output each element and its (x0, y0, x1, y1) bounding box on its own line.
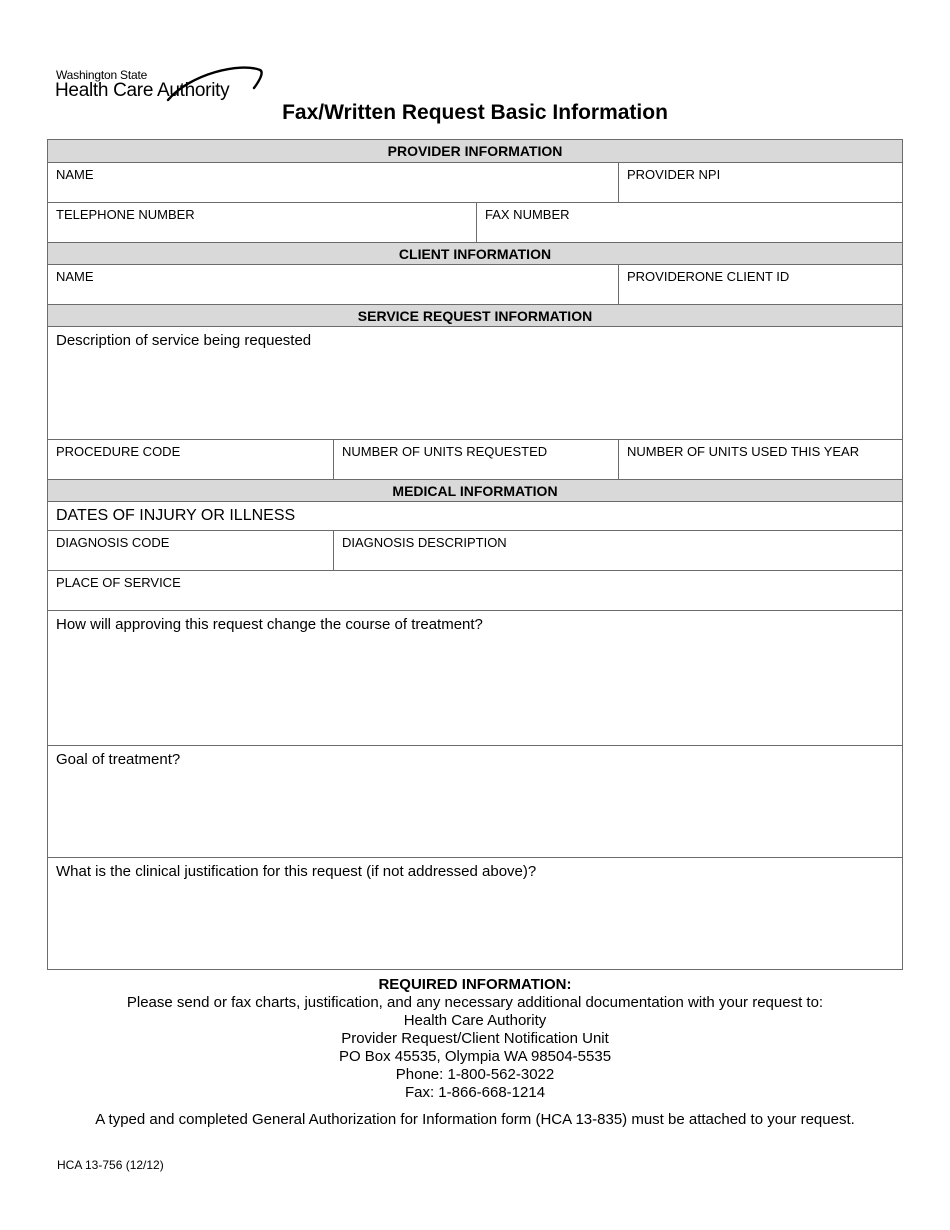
units-requested-field[interactable] (333, 440, 618, 479)
procedure-code-field[interactable] (48, 440, 333, 479)
unit-name: Provider Request/Client Notification Unit (341, 1030, 609, 1047)
units-used-label: NUMBER OF UNITS USED THIS YEAR (627, 444, 860, 459)
course-of-treatment-label: How will approving this request change the course of treatment? (56, 616, 483, 633)
diagnosis-description-field[interactable] (333, 531, 902, 570)
client-section-header: CLIENT INFORMATION (48, 242, 902, 264)
client-id-field[interactable] (618, 265, 902, 304)
phone-number: Phone: 1-800-562-3022 (395, 1066, 555, 1083)
client-name-label: NAME (56, 269, 94, 284)
client-id-label: PROVIDERONE CLIENT ID (627, 269, 790, 284)
client-row (48, 264, 902, 304)
provider-contact-row (48, 202, 902, 242)
injury-dates-label: DATES OF INJURY OR ILLNESS (56, 507, 296, 524)
procedure-row (48, 439, 902, 479)
diagnosis-description-label: DIAGNOSIS DESCRIPTION (342, 535, 507, 550)
logo-swoosh-icon (160, 66, 270, 102)
provider-npi-label: PROVIDER NPI (627, 167, 721, 182)
clinical-justification-field[interactable] (48, 858, 902, 969)
page-title: Fax/Written Request Basic Information (282, 101, 668, 124)
provider-name-label: NAME (56, 167, 94, 182)
logo-agency-text: Health Care Authority (55, 80, 230, 101)
telephone-number-field[interactable] (48, 203, 476, 242)
fax-number-label: FAX NUMBER (485, 207, 570, 222)
telephone-number-label: TELEPHONE NUMBER (56, 207, 195, 222)
course-of-treatment-field[interactable] (48, 611, 902, 745)
place-of-service-label: PLACE OF SERVICE (56, 575, 181, 590)
fax-number-field[interactable] (476, 203, 902, 242)
hca-logo (55, 66, 270, 106)
service-description-label: Description of service being requested (56, 332, 312, 349)
place-of-service-row (48, 570, 902, 610)
attachment-note: A typed and completed General Authorization for Information form (HCA 13-835) must be attached to your request. (95, 1111, 855, 1128)
provider-name-row (48, 162, 902, 202)
goal-of-treatment-field[interactable] (48, 746, 902, 857)
diagnosis-row (48, 530, 902, 570)
provider-npi-field[interactable] (618, 163, 902, 202)
units-used-field[interactable] (618, 440, 902, 479)
required-information-block (0, 976, 950, 1102)
client-name-field[interactable] (48, 265, 618, 304)
clinical-justification-row (48, 857, 902, 969)
place-of-service-field[interactable] (48, 571, 902, 610)
service-description-field[interactable] (48, 327, 902, 439)
course-of-treatment-row (48, 610, 902, 745)
injury-dates-field[interactable] (48, 502, 902, 530)
required-information-heading: REQUIRED INFORMATION: (378, 976, 572, 993)
logo-state-text: Washington State (56, 68, 148, 82)
injury-dates-row (48, 501, 902, 530)
diagnosis-code-label: DIAGNOSIS CODE (56, 535, 170, 550)
procedure-code-label: PROCEDURE CODE (56, 444, 181, 459)
mailing-address: PO Box 45535, Olympia WA 98504-5535 (338, 1048, 612, 1065)
fax-number: Fax: 1-866-668-1214 (404, 1084, 546, 1101)
service-description-row (48, 326, 902, 439)
submission-instructions: Please send or fax charts, justification, and any necessary additional documentation with your request to: (126, 994, 824, 1011)
goal-of-treatment-label: Goal of treatment? (56, 751, 181, 768)
goal-of-treatment-row (48, 745, 902, 857)
medical-section-header: MEDICAL INFORMATION (48, 479, 902, 501)
service-section-header: SERVICE REQUEST INFORMATION (48, 304, 902, 326)
diagnosis-code-field[interactable] (48, 531, 333, 570)
form-number: HCA 13-756 (12/12) (57, 1158, 164, 1172)
agency-name: Health Care Authority (403, 1012, 547, 1029)
provider-section-header: PROVIDER INFORMATION (48, 140, 902, 162)
request-form (47, 139, 903, 970)
provider-name-field[interactable] (48, 163, 618, 202)
clinical-justification-label: What is the clinical justification for this request (if not addressed above)? (56, 863, 537, 880)
units-requested-label: NUMBER OF UNITS REQUESTED (342, 444, 548, 459)
